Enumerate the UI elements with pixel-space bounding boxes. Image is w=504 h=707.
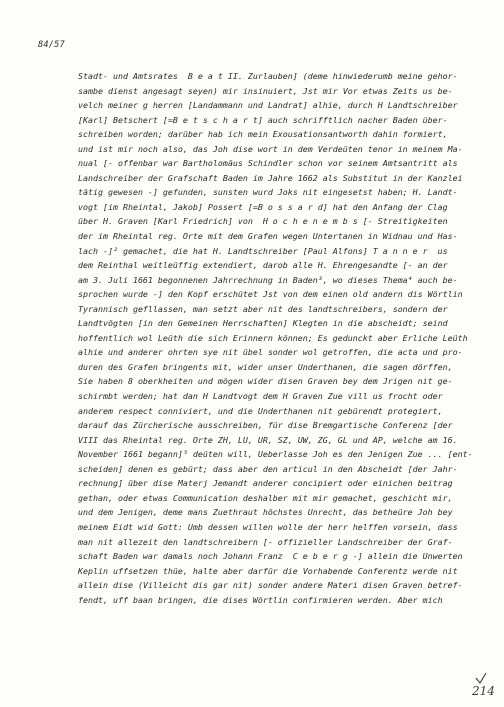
text-line: schaft Baden war damals noch Johann Franz C e b e r g -] allein die Unwerten — [78, 551, 463, 562]
text-line: hoffentlich wol Leüth die sich Erinnern können; Es gedunckt aber Erliche Leüth — [78, 332, 468, 343]
text-line: man nit allezeit den landtschreibern [- offizieller Landschreiber der Graf- — [78, 536, 453, 547]
text-line: Landtvögten [in den Gemeinen Herrschaften] Klegten in die abscheidt; seind — [78, 318, 448, 329]
text-line: Sie haben 8 oberkheiten und mögen wider disen Graven bey dem Jrigen nit ge- — [78, 376, 453, 387]
text-line: gethan, oder etwas Communication deshalber mit mir gemachet, geschicht mir, — [78, 492, 453, 503]
text-line: anderem respect conniviert, und die Underthanen nit gebürendt protegiert, — [78, 405, 443, 416]
text-line: nual [- offenbar war Bartholomäus Schindler schon vor seinem Amtsantritt als — [78, 158, 458, 169]
text-line: velch meiner g herren [Landammann und Landrat] alhie, durch H Landtschreiber — [78, 100, 458, 111]
text-line: dem Reinthal weitleüffig extendiert, darob alle H. Ehrengesandte [- an der — [78, 260, 448, 271]
text-line: sprochen wurde -] den Kopf erschütet Jst von dem einen old andern dis Wörtlin — [78, 289, 463, 300]
text-line: der im Rheintal reg. Orte mit dem Grafen wegen Untertanen in Widnau und Has- — [78, 231, 458, 242]
text-line: fendt, uff baan bringen, die dises Wörtlin confirmieren werden. Aber mich — [78, 594, 443, 605]
text-line: und dem Jenigen, deme mans Zuethraut höchstes Unrecht, das betheüre Joh bey — [78, 507, 453, 518]
text-line: darauf das Zürcherische ausschreiben, für dise Bremgartische Conferenz [der — [78, 420, 453, 431]
text-line: sambe dienst angesagt seyen) mir insinuiert, Jst mir Vor etwas Zeits us be- — [78, 85, 453, 96]
text-line: [Karl] Betschert [=B e t s c h a r t] auch schrifftlich nacher Baden über- — [78, 114, 448, 125]
text-line: scheiden] denen es gebürt; dass aber den articul in den Abscheidt [der Jahr- — [78, 463, 458, 474]
text-line: schreiben worden; darüber hab ich mein Exousationsantworth dahin formiert, — [78, 129, 448, 140]
folio-number: 214 — [472, 684, 495, 698]
text-line: lach -]² gemachet, die hat H. Landtschreiber [Paul Alfons] T a n n e r us — [78, 245, 448, 256]
text-line: Landschreiber der Grafschaft Baden im Jahre 1662 als Substitut in der Kanzlei — [78, 172, 463, 183]
text-line: VIII das Rheintal reg. Orte ZH, LU, UR, SZ, UW, ZG, GL und AP, welche am 16. — [78, 434, 458, 445]
text-line: Stadt- und Amtsrates B e a t II. Zurlauben] (deme hinwiederumb meine gehor- — [78, 71, 458, 81]
text-line: und ist mir noch also, das Joh dise wort in dem Verdeüten tenor in meinem Ma- — [78, 143, 463, 154]
text-line: am 3. Juli 1661 begonnenen Jahrrechnung in Baden³, wo dieses Thema⁴ auch be- — [78, 274, 458, 285]
text-line: schirmbt werden; hat dan H Landtvogt dem H Graven Zue vill us frocht oder — [78, 391, 443, 402]
text-line: alhie und anderer ohrten sye nit übel sonder wol getroffen, die acta und pro- — [78, 347, 463, 358]
text-line: Keplin uffsetzen thüe, halte aber darfür die Vorhabende Conferentz werde nit — [78, 565, 458, 576]
text-line: Tyrannisch gefllassen, man setzt aber nit des landtschreibers, sondern der — [78, 303, 448, 314]
text-line: vogt [im Rheintal, Jakob] Possert [=B o s s a r d] hat den Anfang der Clag — [78, 201, 448, 212]
text-line: meinem Eidt wid Gott: Umb dessen willen wolle der herr helffen vorsein, dass — [78, 521, 458, 532]
text-line: duren des Grafen bringents mit, wider unser Underthanen, die sagen dörffen, — [78, 361, 453, 372]
text-line: rechnung] über dise Materj Jemandt anderer concipiert oder einichen beitrag — [78, 478, 453, 489]
text-line: November 1661 begann]⁵ deüten will, Ueberlasse Joh es den Jenigen Zue ... [ent- — [78, 449, 473, 460]
document-body — [78, 69, 480, 607]
text-line: über H. Graven [Karl Friedrich] von H o c h e n e m b s [- Streitigkeiten — [78, 216, 448, 227]
text-line: tätig gewesen -] gefunden, sunsten wurd Joks nit eingesetst haben; H. Landt- — [78, 187, 458, 198]
page-number: 84/57 — [38, 40, 65, 50]
text-line: allein dise (Villeicht dis gar nit) sonder andere Materi disen Graven betref- — [78, 580, 463, 591]
